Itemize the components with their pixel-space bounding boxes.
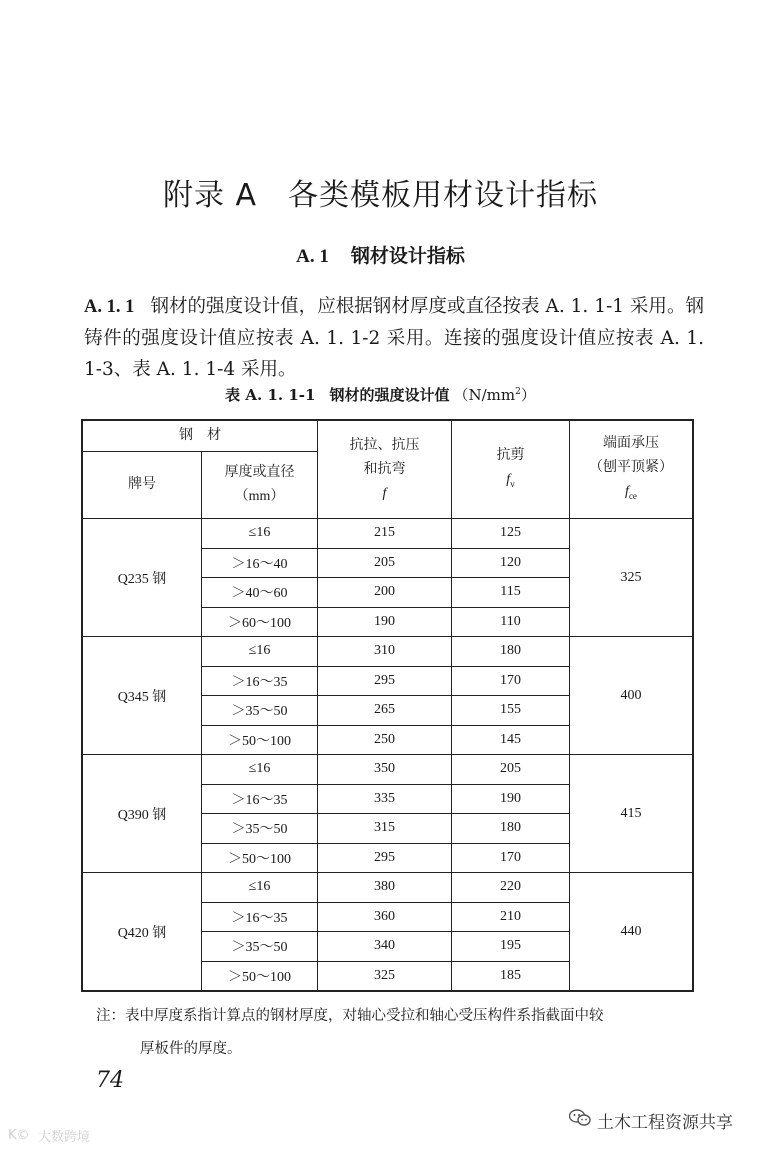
section-number: A. 1 bbox=[296, 245, 329, 267]
cell-tension: 205 bbox=[318, 548, 452, 578]
watermark-right-text: 土木工程资源共享 bbox=[597, 1113, 733, 1133]
cell-tension: 190 bbox=[318, 607, 452, 637]
cell-shear: 115 bbox=[452, 578, 570, 608]
note-line-1: 注：表中厚度系指计算点的钢材厚度，对轴心受拉和轴心受压构件系指截面中较 bbox=[96, 1008, 604, 1024]
cell-tension: 335 bbox=[318, 784, 452, 814]
watermark-left bbox=[8, 1126, 90, 1145]
cell-tension: 200 bbox=[318, 578, 452, 608]
table-caption bbox=[0, 384, 761, 405]
cell-thickness: ≤16 bbox=[202, 519, 318, 549]
section-title-text: 钢材设计指标 bbox=[350, 244, 465, 267]
cell-thickness: ＞16～35 bbox=[202, 666, 318, 696]
cell-tension: 360 bbox=[318, 902, 452, 932]
cell-bearing: 440 bbox=[570, 873, 694, 992]
cell-tension: 350 bbox=[318, 755, 452, 785]
table-name: 钢材的强度设计值 bbox=[329, 386, 450, 404]
cell-thickness: ＞16～35 bbox=[202, 902, 318, 932]
cell-tension: 340 bbox=[318, 932, 452, 962]
cell-bearing: 325 bbox=[570, 519, 694, 637]
cell-shear: 205 bbox=[452, 755, 570, 785]
clause-number: A. 1. 1 bbox=[84, 296, 135, 317]
clause-paragraph bbox=[84, 291, 704, 385]
cell-shear: 125 bbox=[452, 519, 570, 549]
cell-shear: 145 bbox=[452, 725, 570, 755]
cell-thickness: ≤16 bbox=[202, 755, 318, 785]
cell-tension: 310 bbox=[318, 637, 452, 667]
clause-text: 钢材的强度设计值，应根据钢材厚度或直径按表 A. 1. 1-1 采用。钢铸件的强度设计值应按表 A. 1. 1-2 采用。连接的强度设计值应按表 A. 1. 1-3、表 A. 1. 1-4 采用。 bbox=[84, 295, 704, 380]
header-steel: 钢 材 bbox=[82, 420, 318, 452]
cell-shear: 120 bbox=[452, 548, 570, 578]
table-note bbox=[96, 1000, 706, 1066]
cell-shear: 170 bbox=[452, 666, 570, 696]
page-number: 74 bbox=[96, 1068, 124, 1093]
svg-text:K©: K© bbox=[8, 1127, 30, 1141]
cell-shear: 180 bbox=[452, 637, 570, 667]
header-grade: 牌号 bbox=[82, 452, 202, 519]
cell-shear: 195 bbox=[452, 932, 570, 962]
cell-thickness: ＞16～40 bbox=[202, 548, 318, 578]
cell-shear: 210 bbox=[452, 902, 570, 932]
table-unit: $(N/mm^2)$ bbox=[453, 386, 536, 404]
table-number: 表 A. 1. 1-1 bbox=[225, 386, 316, 404]
cell-tension: 265 bbox=[318, 696, 452, 726]
brand-logo-icon bbox=[8, 1127, 34, 1145]
cell-shear: 155 bbox=[452, 696, 570, 726]
cell-thickness: ＞50～100 bbox=[202, 843, 318, 873]
table-row bbox=[82, 519, 693, 549]
cell-grade: Q235 钢 bbox=[82, 519, 202, 637]
cell-tension: 215 bbox=[318, 519, 452, 549]
cell-thickness: ＞35～50 bbox=[202, 932, 318, 962]
cell-grade: Q390 钢 bbox=[82, 755, 202, 873]
watermark-right bbox=[569, 1108, 733, 1133]
steel-strength-table bbox=[81, 419, 694, 992]
chapter-title: 附录 A 各类模板用材设计指标 bbox=[162, 178, 599, 214]
wechat-icon bbox=[569, 1109, 591, 1132]
cell-thickness: ＞60～100 bbox=[202, 607, 318, 637]
cell-tension: 295 bbox=[318, 843, 452, 873]
cell-shear: 220 bbox=[452, 873, 570, 903]
cell-tension: 325 bbox=[318, 961, 452, 991]
cell-shear: 180 bbox=[452, 814, 570, 844]
cell-shear: 170 bbox=[452, 843, 570, 873]
cell-shear: 190 bbox=[452, 784, 570, 814]
table-row bbox=[82, 873, 693, 903]
cell-thickness: ≤16 bbox=[202, 873, 318, 903]
table-body bbox=[82, 519, 693, 992]
watermark-left-text: 大数跨境 bbox=[38, 1130, 91, 1145]
table-row bbox=[82, 637, 693, 667]
cell-thickness: ＞35～50 bbox=[202, 814, 318, 844]
cell-thickness: ＞40～60 bbox=[202, 578, 318, 608]
cell-thickness: ＞50～100 bbox=[202, 961, 318, 991]
header-tension: 抗拉、抗压 和抗弯 f bbox=[318, 420, 452, 519]
header-thickness: 厚度或直径 （mm） bbox=[202, 452, 318, 519]
cell-shear: 110 bbox=[452, 607, 570, 637]
cell-grade: Q345 钢 bbox=[82, 637, 202, 755]
cell-bearing: 415 bbox=[570, 755, 694, 873]
cell-thickness: ＞35～50 bbox=[202, 696, 318, 726]
cell-grade: Q420 钢 bbox=[82, 873, 202, 992]
cell-tension: 315 bbox=[318, 814, 452, 844]
section-title bbox=[0, 241, 761, 268]
cell-tension: 295 bbox=[318, 666, 452, 696]
header-shear: 抗剪 $f_v$ bbox=[452, 420, 570, 519]
cell-shear: 185 bbox=[452, 961, 570, 991]
cell-thickness: ≤16 bbox=[202, 637, 318, 667]
note-line-2: 厚板件的厚度。 bbox=[140, 1041, 242, 1057]
cell-bearing: 400 bbox=[570, 637, 694, 755]
cell-thickness: ＞50～100 bbox=[202, 725, 318, 755]
cell-tension: 380 bbox=[318, 873, 452, 903]
cell-thickness: ＞16～35 bbox=[202, 784, 318, 814]
cell-tension: 250 bbox=[318, 725, 452, 755]
table-row bbox=[82, 755, 693, 785]
header-bearing: 端面承压 （刨平顶紧） $f_{ce}$ bbox=[570, 420, 694, 519]
